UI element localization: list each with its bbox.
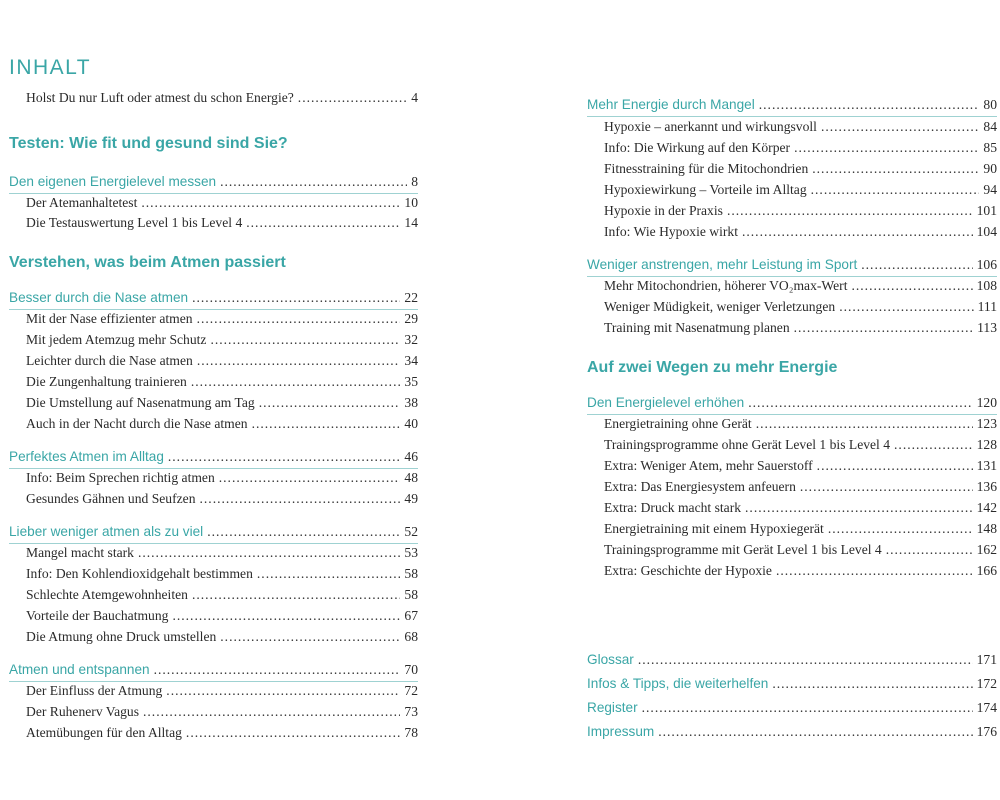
subsection-entry[interactable]	[26, 545, 418, 561]
dot-leader	[776, 563, 973, 579]
subsection-entry[interactable]	[604, 500, 997, 516]
subsection-entry[interactable]	[26, 587, 418, 603]
section-page: 120	[976, 395, 997, 410]
dot-leader	[772, 676, 972, 692]
dot-leader	[220, 174, 407, 190]
entry-page: 38	[404, 395, 418, 410]
entry-page: 34	[404, 353, 418, 368]
entry-label: Fitnesstraining für die Mitochondrien	[604, 161, 809, 176]
entry-label: Die Umstellung auf Nasenatmung am Tag	[26, 395, 255, 410]
entry-label: Extra: Weniger Atem, mehr Sauerstoff	[604, 458, 813, 473]
entry-page: 166	[976, 563, 997, 578]
section-page: 106	[976, 257, 997, 272]
entry-page: 101	[976, 203, 997, 218]
section-page: 46	[404, 449, 418, 464]
entry-page: 104	[976, 224, 997, 239]
dot-leader	[166, 683, 400, 699]
entry-label: Weniger Müdigkeit, weniger Verletzungen	[604, 299, 836, 314]
entry-label: Vorteile der Bauchatmung	[26, 608, 169, 623]
entry-page: 78	[404, 725, 418, 740]
subsection-entry[interactable]	[26, 416, 418, 432]
dot-leader	[259, 395, 401, 411]
entry-page: 136	[976, 479, 997, 494]
entry-page: 73	[404, 704, 418, 719]
dot-leader	[200, 491, 401, 507]
section-divider	[9, 543, 418, 544]
entry-label: Holst Du nur Luft oder atmest du schon Energie?	[26, 90, 294, 105]
subsection-entry[interactable]	[26, 725, 418, 741]
entry-page: 10	[404, 195, 418, 210]
entry-label: Mehr Mitochondrien, höherer VO₂max-Wert	[604, 278, 848, 293]
dot-leader	[252, 416, 401, 432]
section-label: Weniger anstrengen, mehr Leistung im Sport	[587, 257, 858, 272]
entry-page: 171	[976, 652, 997, 667]
entry-label: Infos & Tipps, die weiterhelfen	[587, 676, 769, 691]
entry-label: Mit der Nase effizienter atmen	[26, 311, 193, 326]
dot-leader	[861, 257, 972, 273]
section-divider	[587, 116, 997, 117]
entry-page: 94	[983, 182, 997, 197]
entry-page: 35	[404, 374, 418, 389]
endmatter-entry-register[interactable]	[587, 700, 997, 716]
section-label: Den eigenen Energielevel messen	[9, 174, 217, 189]
dot-leader	[817, 458, 973, 474]
dot-leader	[745, 500, 973, 516]
entry-label: Hypoxie – anerkannt und wirkungsvoll	[604, 119, 817, 134]
endmatter-entry-glossar[interactable]	[587, 652, 997, 668]
subsection-entry[interactable]	[26, 374, 418, 390]
entry-label: Info: Den Kohlendioxidgehalt bestimmen	[26, 566, 253, 581]
subsection-entry[interactable]	[604, 542, 997, 558]
dot-leader	[207, 524, 400, 540]
subsection-entry[interactable]	[604, 437, 997, 453]
entry-label: Leichter durch die Nase atmen	[26, 353, 193, 368]
entry-page: 90	[983, 161, 997, 176]
dot-leader	[794, 320, 973, 336]
entry-page: 29	[404, 311, 418, 326]
entry-page: 40	[404, 416, 418, 431]
subsection-entry[interactable]	[26, 311, 418, 327]
dot-leader	[894, 437, 973, 453]
dot-leader	[748, 395, 972, 411]
entry-page: 148	[976, 521, 997, 536]
entry-label: Glossar	[587, 652, 634, 667]
entry-page: 72	[404, 683, 418, 698]
section-entry[interactable]	[9, 662, 418, 678]
entry-label: Energietraining mit einem Hypoxiegerät	[604, 521, 824, 536]
entry-label: Atemübungen für den Alltag	[26, 725, 182, 740]
dot-leader	[220, 629, 400, 645]
entry-label: Trainingsprogramme mit Gerät Level 1 bis Level 4	[604, 542, 882, 557]
section-entry[interactable]	[587, 97, 997, 113]
dot-leader	[812, 161, 979, 177]
endmatter-entry-impressum[interactable]	[587, 724, 997, 740]
subsection-entry[interactable]	[26, 470, 418, 486]
subsection-entry[interactable]	[26, 566, 418, 582]
dot-leader	[210, 332, 400, 348]
subsection-entry[interactable]	[26, 353, 418, 369]
section-entry[interactable]	[9, 290, 418, 306]
toc-intro-entry[interactable]	[26, 90, 418, 106]
section-label: Den Energielevel erhöhen	[587, 395, 745, 410]
entry-label: Die Testauswertung Level 1 bis Level 4	[26, 215, 243, 230]
section-page: 70	[404, 662, 418, 677]
subsection-entry[interactable]	[604, 299, 997, 315]
dot-leader	[828, 521, 973, 537]
entry-page: 174	[976, 700, 997, 715]
subsection-entry[interactable]	[604, 161, 997, 177]
entry-label: Gesundes Gähnen und Seufzen	[26, 491, 196, 506]
subsection-entry[interactable]	[604, 563, 997, 579]
section-label: Besser durch die Nase atmen	[9, 290, 189, 305]
subsection-entry[interactable]	[26, 491, 418, 507]
chapter-heading-verstehen: Verstehen, was beim Atmen passiert	[9, 254, 286, 271]
entry-label: Trainingsprogramme ohne Gerät Level 1 bis Level 4	[604, 437, 891, 452]
entry-label: Der Ruhenerv Vagus	[26, 704, 140, 719]
subsection-entry[interactable]	[26, 608, 418, 624]
dot-leader	[246, 215, 400, 231]
entry-page: 162	[976, 542, 997, 557]
dot-leader	[154, 662, 401, 678]
subsection-entry[interactable]	[26, 683, 418, 699]
entry-label: Extra: Druck macht stark	[604, 500, 742, 515]
entry-page: 113	[977, 320, 997, 335]
subsection-entry[interactable]	[604, 479, 997, 495]
dot-leader	[197, 311, 401, 327]
entry-page: 111	[977, 299, 997, 314]
dot-leader	[141, 195, 400, 211]
section-divider	[9, 309, 418, 310]
section-entry[interactable]	[587, 257, 997, 273]
entry-page: 172	[976, 676, 997, 691]
entry-label: Training mit Nasenatmung planen	[604, 320, 790, 335]
section-label: Atmen und entspannen	[9, 662, 150, 677]
dot-leader	[642, 700, 973, 716]
subsection-entry[interactable]	[604, 119, 997, 135]
section-page: 80	[983, 97, 997, 112]
subsection-entry[interactable]	[604, 224, 997, 240]
entry-label: Hypoxiewirkung – Vorteile im Alltag	[604, 182, 807, 197]
dot-leader	[219, 470, 401, 486]
entry-page: 4	[411, 90, 418, 105]
section-divider	[9, 468, 418, 469]
chapter-heading-zwei-wege: Auf zwei Wegen zu mehr Energie	[587, 359, 838, 376]
dot-leader	[794, 140, 979, 156]
dot-leader	[851, 278, 972, 294]
entry-page: 123	[976, 416, 997, 431]
subsection-entry[interactable]	[604, 458, 997, 474]
entry-page: 67	[404, 608, 418, 623]
dot-leader	[298, 90, 407, 106]
subsection-entry[interactable]	[604, 320, 997, 336]
dot-leader	[811, 182, 980, 198]
entry-label: Extra: Geschichte der Hypoxie	[604, 563, 772, 578]
dot-leader	[186, 725, 400, 741]
section-entry[interactable]	[587, 395, 997, 411]
entry-label: Auch in der Nacht durch die Nase atmen	[26, 416, 248, 431]
dot-leader	[638, 652, 973, 668]
subsection-entry[interactable]	[604, 521, 997, 537]
dot-leader	[839, 299, 973, 315]
dot-leader	[821, 119, 979, 135]
entry-page: 176	[976, 724, 997, 739]
entry-label: Die Zungenhaltung trainieren	[26, 374, 187, 389]
entry-page: 49	[404, 491, 418, 506]
toc-title: INHALT	[9, 56, 92, 79]
subsection-entry[interactable]	[26, 395, 418, 411]
subsection-entry[interactable]	[604, 203, 997, 219]
subsection-entry[interactable]	[604, 140, 997, 156]
endmatter-entry-infos[interactable]	[587, 676, 997, 692]
entry-page: 84	[983, 119, 997, 134]
entry-page: 131	[976, 458, 997, 473]
entry-label: Die Atmung ohne Druck umstellen	[26, 629, 217, 644]
entry-label: Info: Wie Hypoxie wirkt	[604, 224, 738, 239]
dot-leader	[800, 479, 973, 495]
entry-page: 58	[404, 566, 418, 581]
dot-leader	[756, 416, 973, 432]
entry-page: 68	[404, 629, 418, 644]
dot-leader	[143, 704, 400, 720]
entry-label: Extra: Das Energiesystem anfeuern	[604, 479, 796, 494]
entry-label: Der Einfluss der Atmung	[26, 683, 163, 698]
subsection-entry[interactable]	[26, 332, 418, 348]
chapter-heading-testen: Testen: Wie fit und gesund sind Sie?	[9, 135, 288, 152]
section-page: 52	[404, 524, 418, 539]
subsection-entry[interactable]	[604, 182, 997, 198]
entry-label: Info: Die Wirkung auf den Körper	[604, 140, 791, 155]
section-entry[interactable]	[9, 524, 418, 540]
subsection-entry[interactable]	[604, 416, 997, 432]
entry-label: Hypoxie in der Praxis	[604, 203, 723, 218]
entry-label: Register	[587, 700, 638, 715]
dot-leader	[742, 224, 973, 240]
subsection-entry[interactable]	[604, 278, 997, 294]
dot-leader	[759, 97, 980, 113]
subsection-entry[interactable]	[26, 704, 418, 720]
entry-label: Schlechte Atemgewohnheiten	[26, 587, 188, 602]
entry-label: Der Atemanhaltetest	[26, 195, 138, 210]
dot-leader	[191, 374, 401, 390]
section-divider	[587, 414, 997, 415]
dot-leader	[172, 608, 400, 624]
entry-page: 14	[404, 215, 418, 230]
section-divider	[587, 276, 997, 277]
dot-leader	[658, 724, 972, 740]
dot-leader	[192, 290, 400, 306]
entry-label: Energietraining ohne Gerät	[604, 416, 752, 431]
subsection-entry[interactable]	[26, 195, 418, 211]
entry-label: Mit jedem Atemzug mehr Schutz	[26, 332, 207, 347]
section-entry[interactable]	[9, 449, 418, 465]
entry-label: Impressum	[587, 724, 655, 739]
dot-leader	[197, 353, 401, 369]
subsection-entry[interactable]	[26, 629, 418, 645]
section-page: 22	[404, 290, 418, 305]
dot-leader	[138, 545, 400, 561]
entry-page: 53	[404, 545, 418, 560]
section-page: 8	[411, 174, 418, 189]
entry-page: 142	[976, 500, 997, 515]
section-label: Lieber weniger atmen als zu viel	[9, 524, 204, 539]
section-divider	[9, 193, 418, 194]
subsection-entry[interactable]	[26, 215, 418, 231]
section-entry[interactable]	[9, 174, 418, 190]
dot-leader	[192, 587, 400, 603]
dot-leader	[727, 203, 973, 219]
entry-page: 58	[404, 587, 418, 602]
entry-page: 128	[976, 437, 997, 452]
entry-page: 48	[404, 470, 418, 485]
section-label: Perfektes Atmen im Alltag	[9, 449, 164, 464]
entry-page: 32	[404, 332, 418, 347]
dot-leader	[257, 566, 401, 582]
dot-leader	[886, 542, 973, 558]
entry-label: Info: Beim Sprechen richtig atmen	[26, 470, 215, 485]
section-divider	[9, 681, 418, 682]
entry-page: 85	[983, 140, 997, 155]
dot-leader	[168, 449, 401, 465]
section-label: Mehr Energie durch Mangel	[587, 97, 755, 112]
entry-page: 108	[976, 278, 997, 293]
entry-label: Mangel macht stark	[26, 545, 134, 560]
